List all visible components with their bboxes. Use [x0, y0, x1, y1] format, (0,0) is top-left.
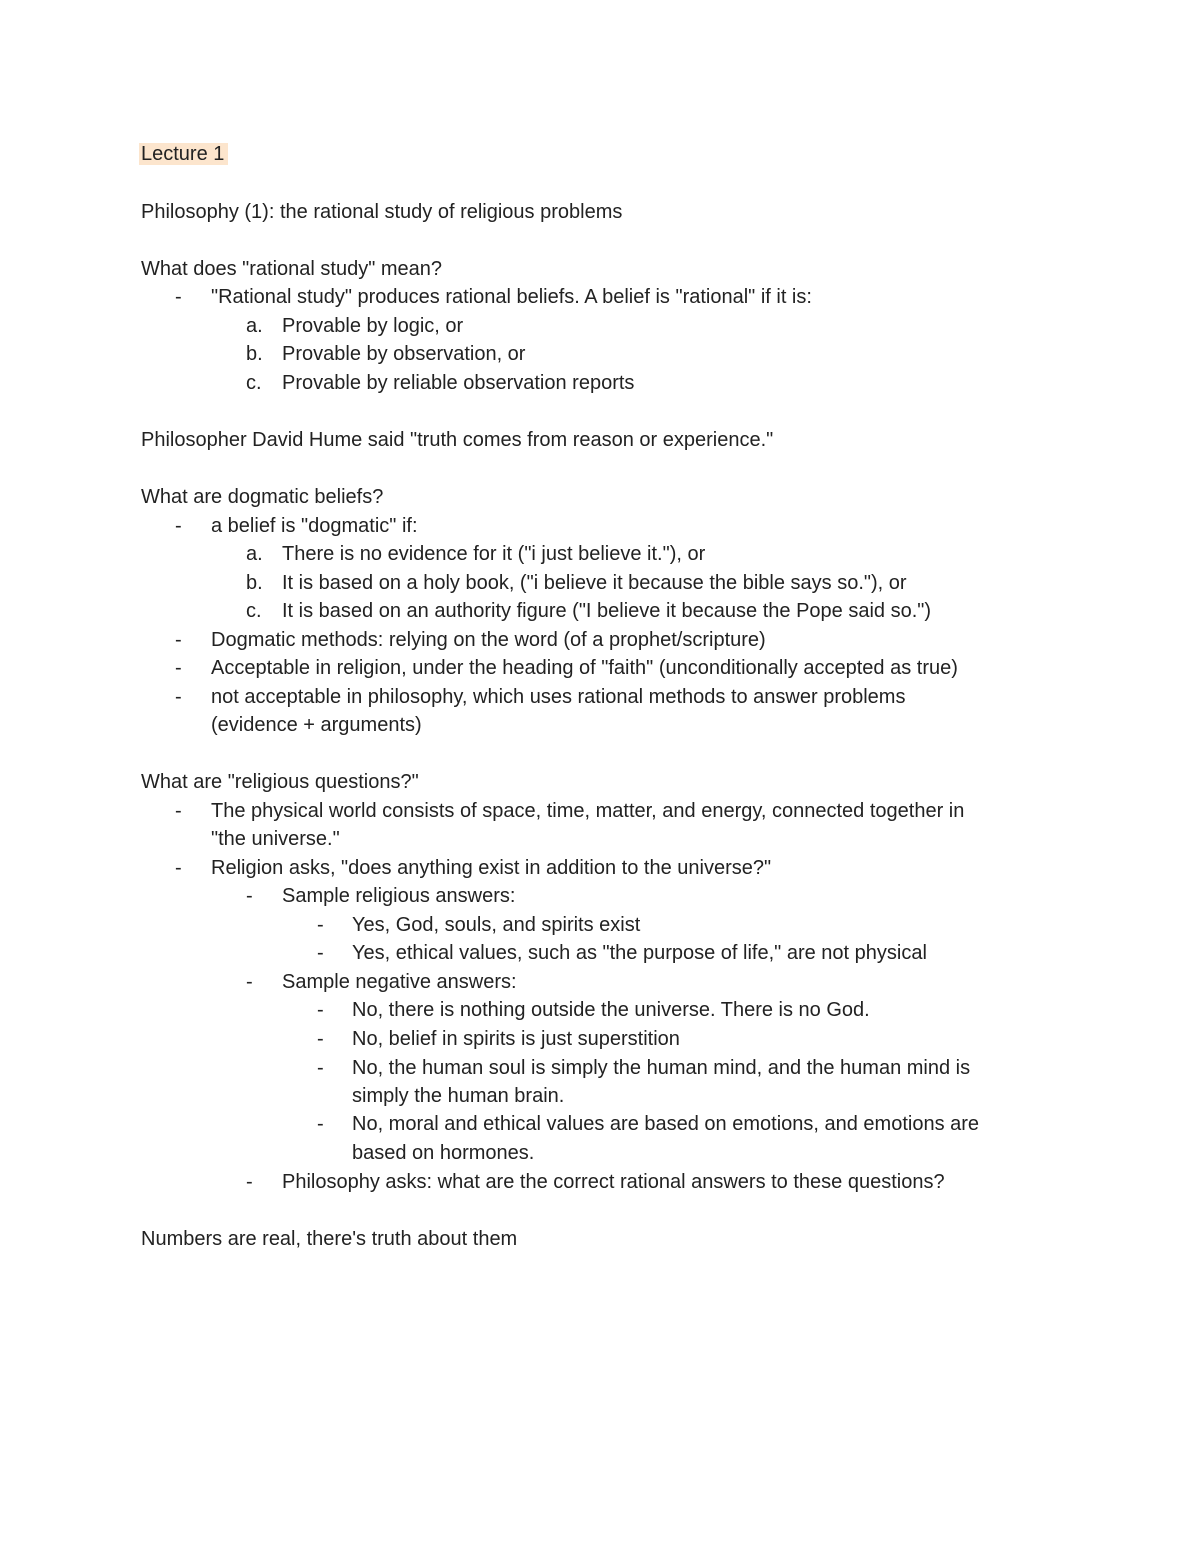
list-item: not acceptable in philosophy, which uses rational methods to answer problems	[211, 686, 906, 708]
list-item: Provable by logic, or	[282, 315, 464, 337]
list-item: No, the human soul is simply the human mind, and the human mind is	[352, 1057, 971, 1079]
dash-marker: -	[317, 1028, 324, 1050]
dash-marker: -	[175, 657, 182, 679]
dash-marker: -	[175, 515, 182, 537]
list-item: It is based on a holy book, ("i believe it because the bible says so."), or	[282, 572, 907, 594]
title-highlight: Lecture 1	[139, 143, 228, 165]
list-item: Yes, ethical values, such as "the purpose of life," are not physical	[352, 942, 927, 964]
dash-marker: -	[317, 1057, 324, 1079]
dash-marker: -	[317, 1113, 324, 1135]
religious-question: What are "religious questions?"	[141, 771, 419, 793]
dash-marker: -	[175, 857, 182, 879]
list-marker: c.	[246, 600, 262, 622]
rational-study-bullet: "Rational study" produces rational beliefs. A belief is "rational" if it is:	[211, 286, 812, 308]
dash-marker: -	[175, 629, 182, 651]
list-marker: b.	[246, 572, 263, 594]
list-item: It is based on an authority figure ("I believe it because the Pope said so.")	[282, 600, 932, 622]
list-item: No, there is nothing outside the universe. There is no God.	[352, 999, 870, 1021]
closing-line: Numbers are real, there's truth about them	[141, 1228, 518, 1250]
list-marker: c.	[246, 372, 262, 394]
dash-marker: -	[317, 942, 324, 964]
list-item: Acceptable in religion, under the heading of "faith" (unconditionally accepted as true)	[211, 657, 958, 679]
list-item: No, moral and ethical values are based on emotions, and emotions are	[352, 1113, 980, 1135]
list-marker: b.	[246, 343, 263, 365]
list-item-continuation: (evidence + arguments)	[211, 714, 422, 736]
list-item: There is no evidence for it ("i just believe it."), or	[282, 543, 706, 565]
dash-marker: -	[175, 800, 182, 822]
document-title	[141, 142, 228, 166]
dash-marker: -	[317, 999, 324, 1021]
dogmatic-question: What are dogmatic beliefs?	[141, 486, 384, 508]
dogmatic-bullet: a belief is "dogmatic" if:	[211, 515, 418, 537]
list-item: No, belief in spirits is just superstition	[352, 1028, 680, 1050]
dash-marker: -	[175, 286, 182, 308]
list-item-continuation: "the universe."	[211, 828, 340, 850]
list-item: Provable by observation, or	[282, 343, 526, 365]
dash-marker: -	[175, 686, 182, 708]
list-item: Sample religious answers:	[282, 885, 516, 907]
list-item: Philosophy asks: what are the correct rational answers to these questions?	[282, 1171, 945, 1193]
dash-marker: -	[246, 885, 253, 907]
list-item: The physical world consists of space, time, matter, and energy, connected together in	[211, 800, 965, 822]
list-item: Yes, God, souls, and spirits exist	[352, 914, 641, 936]
list-item-continuation: simply the human brain.	[352, 1085, 565, 1107]
list-item: Dogmatic methods: relying on the word (of a prophet/scripture)	[211, 629, 766, 651]
dash-marker: -	[246, 971, 253, 993]
list-item: Sample negative answers:	[282, 971, 517, 993]
dash-marker: -	[246, 1171, 253, 1193]
list-item: Provable by reliable observation reports	[282, 372, 635, 394]
list-marker: a.	[246, 315, 263, 337]
list-item: Religion asks, "does anything exist in addition to the universe?"	[211, 857, 772, 879]
list-marker: a.	[246, 543, 263, 565]
definition-line: Philosophy (1): the rational study of religious problems	[141, 201, 623, 223]
rational-study-question: What does "rational study" mean?	[141, 258, 443, 280]
dash-marker: -	[317, 914, 324, 936]
hume-quote: Philosopher David Hume said "truth comes from reason or experience."	[141, 429, 774, 451]
list-item-continuation: based on hormones.	[352, 1142, 535, 1164]
